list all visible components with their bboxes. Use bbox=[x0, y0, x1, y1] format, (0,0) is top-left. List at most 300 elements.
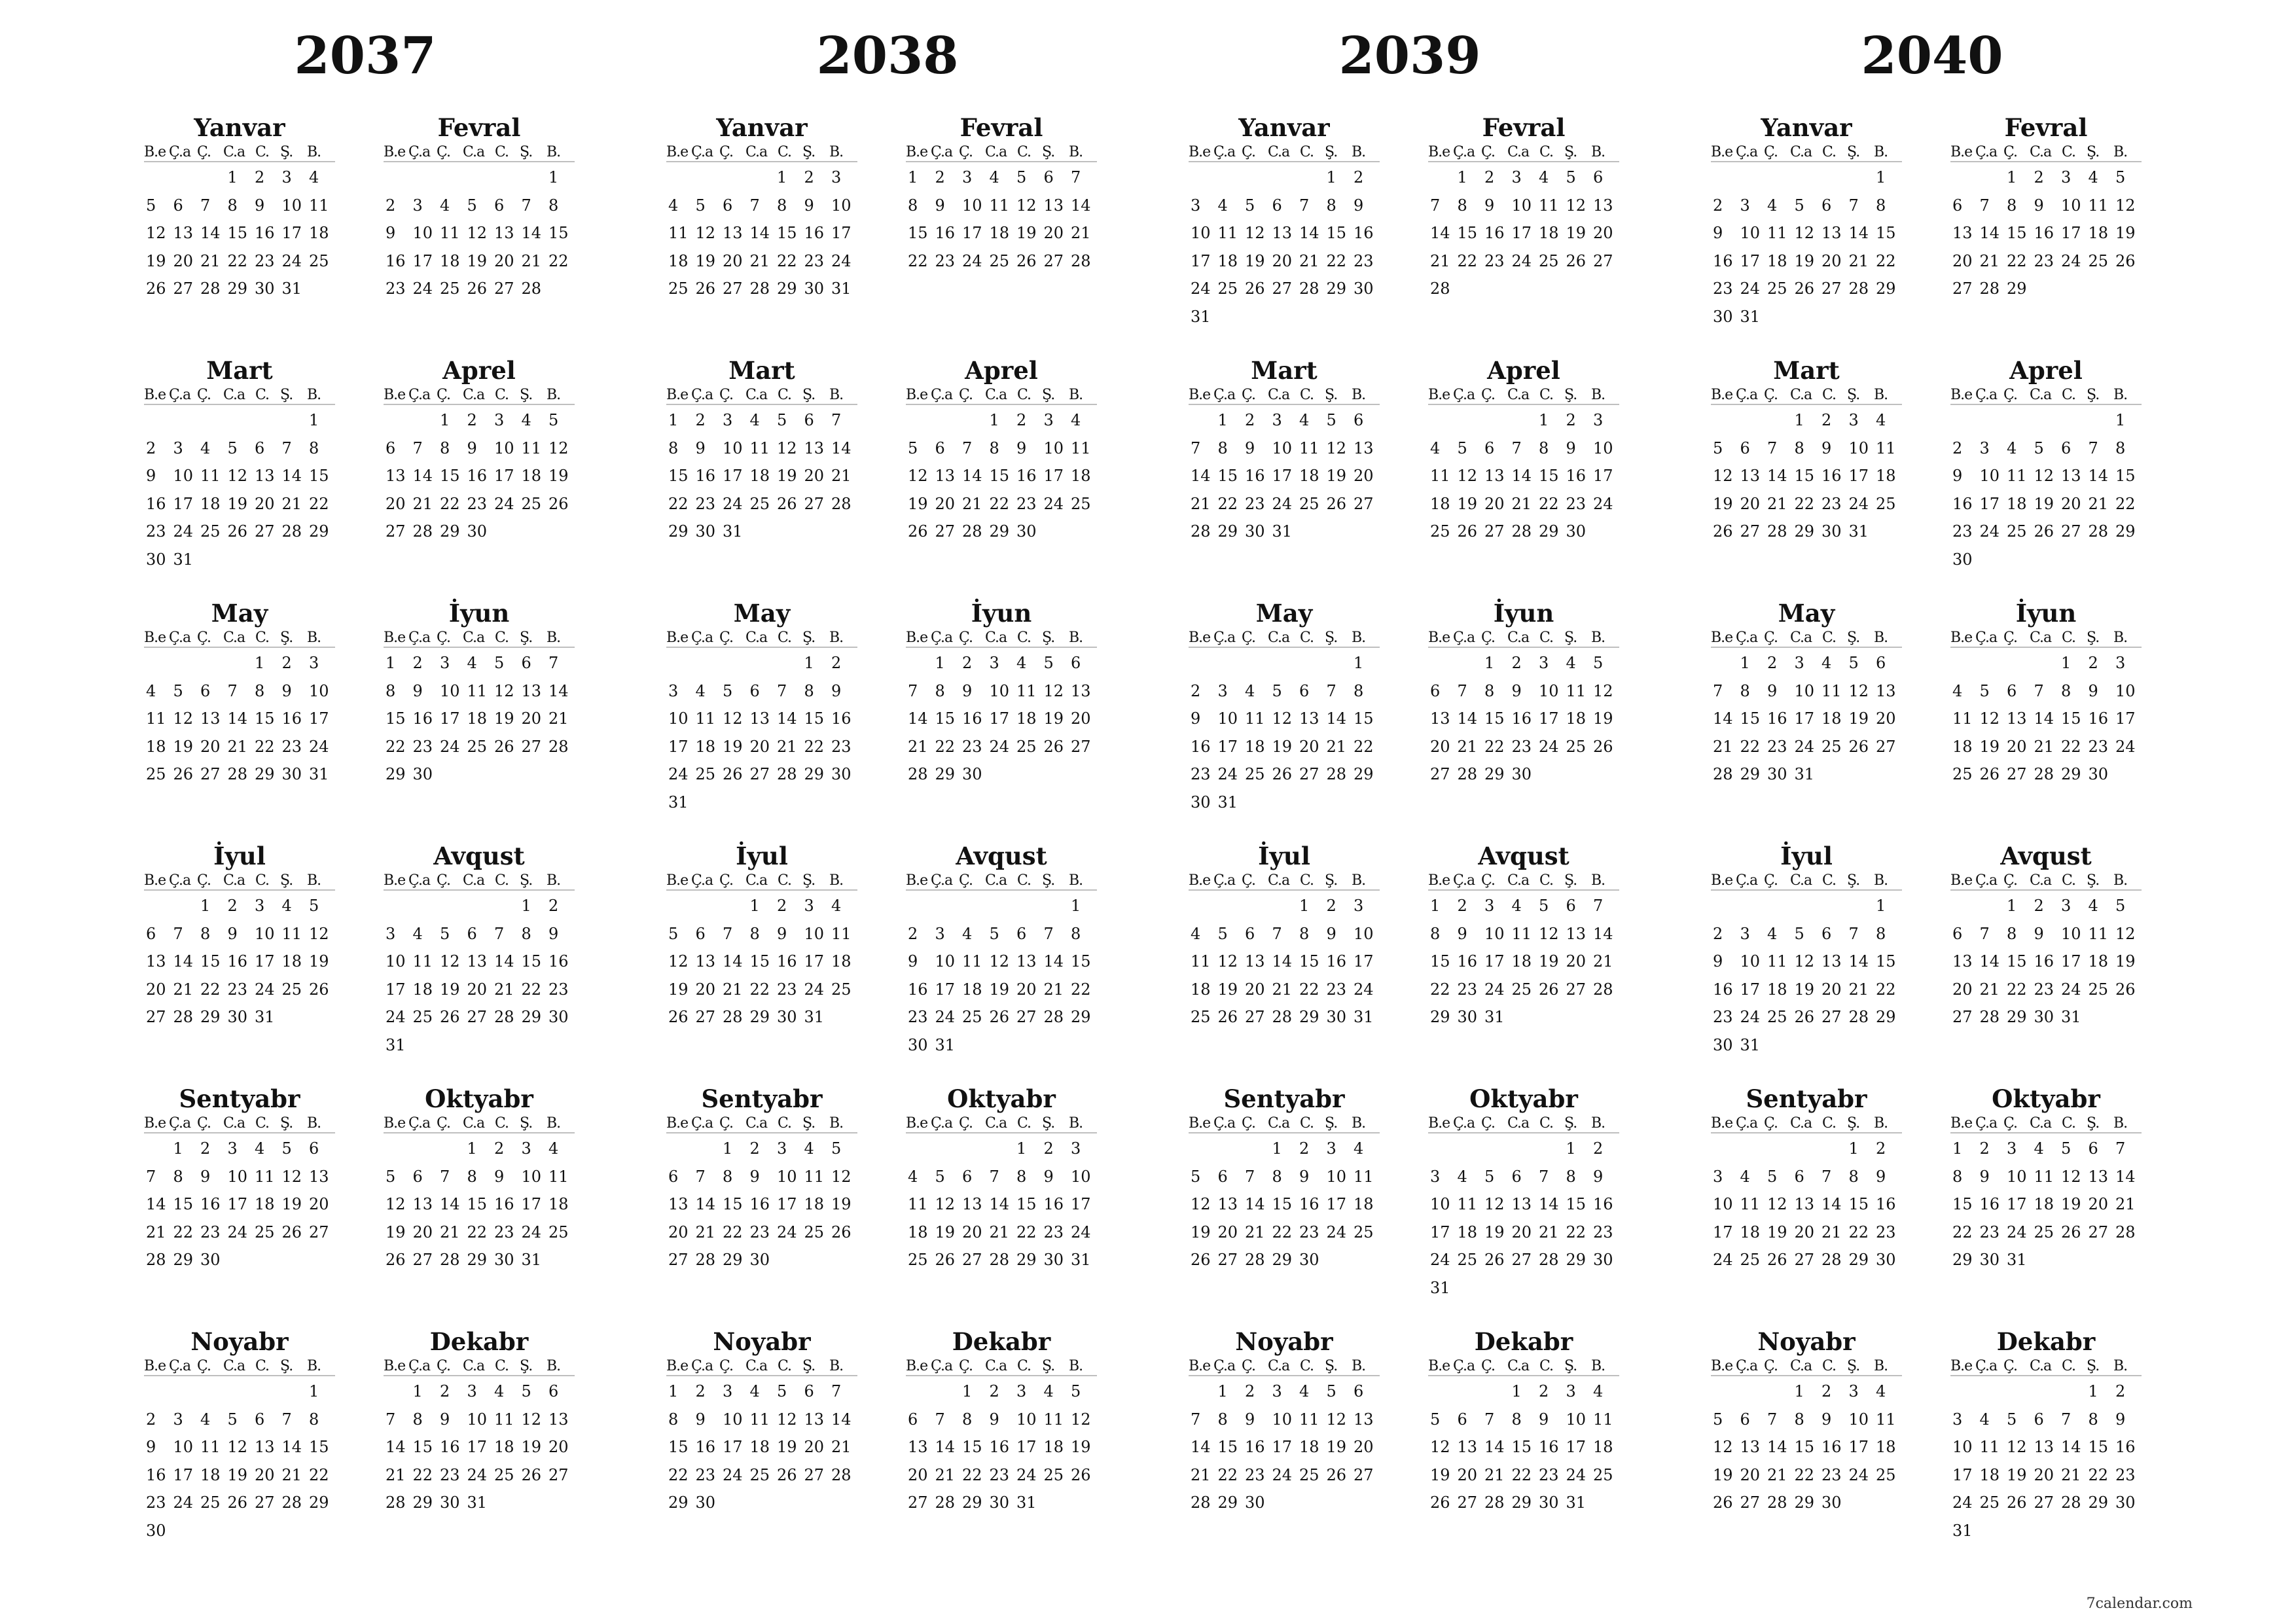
weekday-label: B. bbox=[1591, 872, 1605, 889]
day-cell: 19 bbox=[1979, 737, 2000, 756]
day-cell: 28 bbox=[723, 1008, 743, 1026]
day-cell: 23 bbox=[1326, 980, 1347, 999]
day-cell: 3 bbox=[777, 1139, 787, 1158]
month-title: Mart bbox=[1773, 356, 1840, 385]
header-divider bbox=[1428, 1132, 1619, 1133]
day-cell: 7 bbox=[281, 1410, 292, 1429]
weekday-label: Ç.a bbox=[931, 630, 953, 646]
day-cell: 17 bbox=[1217, 737, 1238, 756]
day-cell: 25 bbox=[1952, 765, 1973, 783]
weekday-label: B.e bbox=[1428, 1358, 1450, 1374]
day-cell: 26 bbox=[1217, 1008, 1238, 1026]
weekday-label: C. bbox=[1539, 144, 1554, 160]
day-cell: 29 bbox=[1794, 1493, 1815, 1512]
day-cell: 19 bbox=[723, 737, 743, 756]
weekday-label: C. bbox=[1539, 1115, 1554, 1132]
day-cell: 11 bbox=[1593, 1410, 1613, 1429]
day-cell: 10 bbox=[1713, 1195, 1733, 1213]
day-cell: 5 bbox=[281, 1139, 292, 1158]
day-cell: 26 bbox=[494, 737, 514, 756]
weekday-label: B. bbox=[307, 872, 321, 889]
day-cell: 19 bbox=[1539, 952, 1559, 971]
day-cell: 6 bbox=[749, 681, 760, 700]
day-cell: 3 bbox=[494, 411, 505, 429]
day-cell: 13 bbox=[1217, 1195, 1238, 1213]
weekday-header bbox=[1711, 1357, 1902, 1376]
day-cell: 20 bbox=[2007, 737, 2027, 756]
day-cell: 27 bbox=[255, 1493, 275, 1512]
day-cell: 12 bbox=[1848, 681, 1869, 700]
day-cell: 22 bbox=[723, 1222, 743, 1241]
header-divider bbox=[1711, 1375, 1902, 1376]
month-i̇yun bbox=[1950, 598, 2142, 834]
weekday-label: B. bbox=[1874, 872, 1888, 889]
day-cell: 5 bbox=[1272, 681, 1282, 700]
weekday-label: Ç.a bbox=[1975, 1358, 1998, 1374]
month-title: Avqust bbox=[956, 842, 1047, 870]
header-divider bbox=[384, 404, 575, 405]
weekday-label: C.a bbox=[1790, 872, 1812, 889]
day-cell: 16 bbox=[412, 709, 433, 728]
day-cell: 9 bbox=[2115, 1410, 2126, 1429]
weekday-header bbox=[1428, 871, 1619, 891]
day-cell: 27 bbox=[1217, 1251, 1238, 1269]
month-title: İyul bbox=[1258, 842, 1310, 870]
day-cell: 1 bbox=[989, 411, 999, 429]
day-cell: 9 bbox=[2034, 196, 2044, 215]
weekday-label: Ç.a bbox=[1975, 144, 1998, 160]
day-cell: 24 bbox=[1848, 494, 1869, 513]
day-cell: 4 bbox=[1299, 1382, 1310, 1400]
day-cell: 29 bbox=[1511, 1493, 1532, 1512]
day-cell: 18 bbox=[200, 494, 221, 513]
day-cell: 24 bbox=[2007, 1222, 2027, 1241]
weekday-label: B.e bbox=[666, 387, 689, 403]
weekday-label: Ç. bbox=[1481, 387, 1496, 403]
year-title: 2039 bbox=[1338, 26, 1481, 86]
header-divider bbox=[906, 889, 1097, 891]
day-cell: 15 bbox=[2061, 709, 2081, 728]
day-cell: 1 bbox=[1566, 1139, 1576, 1158]
day-cell: 28 bbox=[1767, 522, 1787, 541]
day-cell: 2 bbox=[440, 1382, 450, 1400]
day-cell: 29 bbox=[2007, 1008, 2027, 1026]
month-title: Noyabr bbox=[1757, 1327, 1856, 1356]
day-cell: 29 bbox=[935, 765, 956, 783]
day-cell: 11 bbox=[1245, 709, 1265, 728]
weekday-label: B.e bbox=[1189, 1358, 1211, 1374]
day-cell: 6 bbox=[1876, 654, 1886, 672]
day-cell: 20 bbox=[1593, 224, 1613, 242]
day-cell: 4 bbox=[1767, 924, 1778, 943]
day-cell: 29 bbox=[412, 1493, 433, 1512]
weekday-label: B.e bbox=[666, 1358, 689, 1374]
day-cell: 13 bbox=[1071, 681, 1091, 700]
day-cell: 24 bbox=[723, 494, 743, 513]
day-cell: 25 bbox=[1245, 765, 1265, 783]
day-cell: 4 bbox=[1566, 654, 1576, 672]
day-cell: 22 bbox=[935, 737, 956, 756]
day-cell: 2 bbox=[1713, 924, 1723, 943]
day-cell: 29 bbox=[1539, 522, 1559, 541]
day-cell: 27 bbox=[2088, 1222, 2109, 1241]
day-cell: 13 bbox=[1876, 681, 1896, 700]
weekday-header bbox=[1950, 628, 2142, 648]
day-cell: 30 bbox=[1354, 279, 1374, 298]
day-cell: 29 bbox=[1566, 1251, 1587, 1269]
day-cell: 18 bbox=[1217, 251, 1238, 270]
day-cell: 18 bbox=[1071, 467, 1091, 485]
day-cell: 2 bbox=[695, 411, 706, 429]
day-cell: 1 bbox=[309, 1382, 319, 1400]
day-cell: 13 bbox=[1740, 467, 1761, 485]
day-cell: 26 bbox=[989, 1008, 1010, 1026]
day-cell: 5 bbox=[2034, 438, 2044, 457]
day-cell: 5 bbox=[227, 438, 238, 457]
day-cell: 16 bbox=[777, 952, 797, 971]
day-cell: 5 bbox=[1016, 168, 1027, 187]
day-cell: 15 bbox=[1566, 1195, 1587, 1213]
day-cell: 30 bbox=[1821, 1493, 1842, 1512]
day-cell: 15 bbox=[935, 709, 956, 728]
day-cell: 26 bbox=[1326, 1465, 1347, 1484]
day-cell: 14 bbox=[281, 467, 302, 485]
day-cell: 16 bbox=[1952, 494, 1973, 513]
day-cell: 29 bbox=[467, 1251, 488, 1269]
day-cell: 11 bbox=[1191, 952, 1211, 971]
month-title: Sentyabr bbox=[1223, 1084, 1345, 1113]
day-cell: 7 bbox=[1767, 1410, 1778, 1429]
weekday-label: Ş. bbox=[1564, 1115, 1577, 1132]
weekday-label: B.e bbox=[1950, 630, 1973, 646]
day-cell: 4 bbox=[1191, 924, 1201, 943]
day-cell: 14 bbox=[1484, 1438, 1505, 1456]
day-cell: 25 bbox=[2007, 522, 2027, 541]
day-cell: 14 bbox=[173, 952, 194, 971]
day-cell: 25 bbox=[1767, 279, 1787, 298]
day-cell: 26 bbox=[1794, 1008, 1815, 1026]
weekday-header bbox=[1711, 1114, 1902, 1133]
day-cell: 19 bbox=[1245, 251, 1265, 270]
day-cell: 19 bbox=[777, 467, 797, 485]
day-cell: 6 bbox=[1566, 897, 1576, 915]
month-noyabr bbox=[1189, 1327, 1380, 1562]
day-cell: 17 bbox=[723, 467, 743, 485]
day-cell: 4 bbox=[494, 1382, 505, 1400]
day-cell: 11 bbox=[989, 196, 1010, 215]
day-cell: 11 bbox=[281, 924, 302, 943]
day-cell: 24 bbox=[989, 737, 1010, 756]
day-cell: 9 bbox=[281, 681, 292, 700]
weekday-label: Ç.a bbox=[1213, 144, 1236, 160]
day-cell: 29 bbox=[1952, 1251, 1973, 1269]
day-cell: 2 bbox=[2034, 168, 2044, 187]
day-cell: 30 bbox=[1245, 1493, 1265, 1512]
weekday-label: B.e bbox=[1711, 387, 1733, 403]
day-cell: 30 bbox=[777, 1008, 797, 1026]
day-cell: 22 bbox=[548, 251, 569, 270]
day-cell: 2 bbox=[1354, 168, 1364, 187]
day-cell: 17 bbox=[386, 980, 406, 999]
day-cell: 1 bbox=[412, 1382, 423, 1400]
day-cell: 17 bbox=[1848, 1438, 1869, 1456]
day-cell: 10 bbox=[777, 1167, 797, 1186]
day-cell: 9 bbox=[1326, 924, 1336, 943]
day-cell: 3 bbox=[467, 1382, 477, 1400]
day-cell: 19 bbox=[1848, 709, 1869, 728]
day-cell: 22 bbox=[1326, 251, 1347, 270]
weekday-label: Ç. bbox=[197, 387, 211, 403]
weekday-label: B. bbox=[1069, 630, 1083, 646]
day-cell: 28 bbox=[2115, 1222, 2136, 1241]
header-divider bbox=[1711, 889, 1902, 891]
day-cell: 5 bbox=[548, 411, 559, 429]
day-cell: 13 bbox=[668, 1195, 689, 1213]
day-cell: 4 bbox=[1952, 681, 1963, 700]
day-cell: 17 bbox=[1071, 1195, 1091, 1213]
day-cell: 2 bbox=[1821, 1382, 1832, 1400]
day-cell: 4 bbox=[2088, 897, 2098, 915]
day-cell: 20 bbox=[1740, 494, 1761, 513]
weekday-label: Ş. bbox=[1325, 144, 1338, 160]
day-cell: 12 bbox=[2115, 924, 2136, 943]
day-cell: 8 bbox=[2061, 681, 2072, 700]
weekday-label: Ç. bbox=[2003, 144, 2018, 160]
header-divider bbox=[1189, 889, 1380, 891]
weekday-label: C.a bbox=[463, 387, 485, 403]
day-cell: 3 bbox=[1740, 924, 1750, 943]
header-divider bbox=[906, 161, 1097, 162]
day-cell: 30 bbox=[412, 765, 433, 783]
year-2037 bbox=[110, 0, 620, 1623]
weekday-label: B. bbox=[829, 1358, 844, 1374]
day-cell: 11 bbox=[962, 952, 982, 971]
day-cell: 23 bbox=[1484, 251, 1505, 270]
day-cell: 4 bbox=[200, 1410, 211, 1429]
day-cell: 23 bbox=[1043, 1222, 1064, 1241]
day-cell: 13 bbox=[309, 1167, 329, 1186]
day-cell: 4 bbox=[908, 1167, 918, 1186]
weekday-label: Ç.a bbox=[931, 144, 953, 160]
day-cell: 22 bbox=[309, 1465, 329, 1484]
header-divider bbox=[1189, 647, 1380, 648]
day-cell: 26 bbox=[1566, 251, 1587, 270]
weekday-label: Ş. bbox=[520, 387, 533, 403]
day-cell: 30 bbox=[1713, 1035, 1733, 1054]
day-cell: 19 bbox=[467, 251, 488, 270]
day-cell: 24 bbox=[668, 765, 689, 783]
day-cell: 27 bbox=[1593, 251, 1613, 270]
weekday-label: Ç. bbox=[197, 1115, 211, 1132]
weekday-label: Ç.a bbox=[931, 1358, 953, 1374]
day-cell: 3 bbox=[989, 654, 999, 672]
day-cell: 1 bbox=[723, 1139, 733, 1158]
day-cell: 3 bbox=[668, 681, 679, 700]
weekday-label: Ş. bbox=[2087, 1358, 2100, 1374]
day-cell: 9 bbox=[1457, 924, 1467, 943]
day-cell: 1 bbox=[2007, 897, 2017, 915]
weekday-label: Ç. bbox=[959, 144, 973, 160]
day-cell: 17 bbox=[989, 709, 1010, 728]
day-cell: 21 bbox=[1979, 251, 2000, 270]
day-cell: 9 bbox=[804, 196, 814, 215]
weekday-label: C. bbox=[1017, 144, 1031, 160]
day-cell: 3 bbox=[173, 1410, 183, 1429]
day-cell: 27 bbox=[695, 1008, 716, 1026]
weekday-label: Ç.a bbox=[691, 1115, 713, 1132]
weekday-label: Ç. bbox=[197, 144, 211, 160]
weekday-label: C. bbox=[1822, 387, 1837, 403]
day-cell: 25 bbox=[804, 1222, 825, 1241]
day-cell: 16 bbox=[749, 1195, 770, 1213]
month-fevral bbox=[906, 113, 1097, 348]
day-cell: 1 bbox=[440, 411, 450, 429]
day-cell: 30 bbox=[1876, 1251, 1896, 1269]
weekday-label: C. bbox=[1300, 387, 1314, 403]
day-cell: 22 bbox=[1354, 737, 1374, 756]
month-may bbox=[666, 598, 857, 834]
weekday-label: Ş. bbox=[520, 1358, 533, 1374]
weekday-label: C.a bbox=[2030, 144, 2052, 160]
day-cell: 25 bbox=[908, 1251, 928, 1269]
weekday-label: C.a bbox=[2030, 872, 2052, 889]
day-cell: 7 bbox=[1272, 924, 1282, 943]
day-cell: 15 bbox=[1740, 709, 1761, 728]
day-cell: 23 bbox=[1354, 251, 1374, 270]
day-cell: 16 bbox=[1511, 709, 1532, 728]
day-cell: 17 bbox=[1713, 1222, 1733, 1241]
day-cell: 13 bbox=[412, 1195, 433, 1213]
day-cell: 7 bbox=[2061, 1410, 2072, 1429]
month-title: Yanvar bbox=[1761, 113, 1852, 142]
day-cell: 30 bbox=[908, 1035, 928, 1054]
weekday-label: C.a bbox=[1507, 1358, 1530, 1374]
header-divider bbox=[666, 889, 857, 891]
day-cell: 11 bbox=[1979, 1438, 2000, 1456]
day-cell: 1 bbox=[1457, 168, 1467, 187]
day-cell: 22 bbox=[1539, 494, 1559, 513]
day-cell: 31 bbox=[173, 550, 194, 569]
day-cell: 11 bbox=[1511, 924, 1532, 943]
day-cell: 13 bbox=[1016, 952, 1037, 971]
weekday-label: C. bbox=[1539, 1358, 1554, 1374]
day-cell: 12 bbox=[989, 952, 1010, 971]
day-cell: 19 bbox=[777, 1438, 797, 1456]
day-cell: 25 bbox=[309, 251, 329, 270]
day-cell: 14 bbox=[521, 224, 542, 242]
weekday-label: C. bbox=[778, 144, 792, 160]
month-title: Aprel bbox=[2009, 356, 2083, 385]
day-cell: 13 bbox=[1566, 924, 1587, 943]
day-cell: 14 bbox=[723, 952, 743, 971]
month-title: Avqust bbox=[433, 842, 525, 870]
day-cell: 11 bbox=[440, 224, 460, 242]
day-cell: 12 bbox=[668, 952, 689, 971]
day-cell: 18 bbox=[695, 737, 716, 756]
day-cell: 29 bbox=[255, 765, 275, 783]
day-cell: 30 bbox=[1016, 522, 1037, 541]
day-cell: 3 bbox=[2007, 1139, 2017, 1158]
weekday-label: B. bbox=[1069, 1358, 1083, 1374]
header-divider bbox=[1189, 1375, 1380, 1376]
day-cell: 3 bbox=[1566, 1382, 1576, 1400]
weekday-header bbox=[906, 1114, 1097, 1133]
weekday-label: B.e bbox=[1428, 144, 1450, 160]
day-cell: 23 bbox=[935, 251, 956, 270]
day-cell: 14 bbox=[1979, 224, 2000, 242]
month-title: İyun bbox=[1493, 599, 1554, 628]
day-cell: 31 bbox=[1071, 1251, 1091, 1269]
month-dekabr bbox=[384, 1327, 575, 1562]
day-cell: 10 bbox=[1952, 1438, 1973, 1456]
weekday-header bbox=[1428, 1114, 1619, 1133]
day-cell: 14 bbox=[2034, 709, 2054, 728]
day-cell: 5 bbox=[831, 1139, 842, 1158]
weekday-header bbox=[1189, 385, 1380, 405]
day-cell: 13 bbox=[935, 467, 956, 485]
day-cell: 16 bbox=[1043, 1195, 1064, 1213]
day-cell: 21 bbox=[1430, 251, 1450, 270]
month-fevral bbox=[384, 113, 575, 348]
weekday-label: Ç. bbox=[437, 1358, 451, 1374]
month-title: İyun bbox=[2015, 599, 2077, 628]
day-cell: 21 bbox=[1043, 980, 1064, 999]
weekday-header bbox=[384, 1357, 575, 1376]
day-cell: 5 bbox=[1848, 654, 1859, 672]
day-cell: 18 bbox=[281, 952, 302, 971]
day-cell: 16 bbox=[962, 709, 982, 728]
header-divider bbox=[1711, 161, 1902, 162]
day-cell: 16 bbox=[1767, 709, 1787, 728]
day-cell: 2 bbox=[2034, 897, 2044, 915]
weekday-header bbox=[1711, 385, 1902, 405]
day-cell: 22 bbox=[255, 737, 275, 756]
day-cell: 6 bbox=[2034, 1410, 2044, 1429]
day-cell: 27 bbox=[1740, 1493, 1761, 1512]
day-cell: 2 bbox=[412, 654, 423, 672]
day-cell: 16 bbox=[1566, 467, 1587, 485]
day-cell: 15 bbox=[804, 709, 825, 728]
day-cell: 2 bbox=[1016, 411, 1027, 429]
day-cell: 3 bbox=[1272, 411, 1282, 429]
day-cell: 29 bbox=[723, 1251, 743, 1269]
weekday-label: B.e bbox=[666, 1115, 689, 1132]
weekday-header bbox=[1711, 871, 1902, 891]
day-cell: 17 bbox=[521, 1195, 542, 1213]
day-cell: 16 bbox=[1191, 737, 1211, 756]
day-cell: 20 bbox=[1071, 709, 1091, 728]
day-cell: 8 bbox=[200, 924, 211, 943]
day-cell: 19 bbox=[1016, 224, 1037, 242]
day-cell: 27 bbox=[723, 279, 743, 298]
day-cell: 13 bbox=[1952, 224, 1973, 242]
day-cell: 8 bbox=[2115, 438, 2126, 457]
day-cell: 26 bbox=[1713, 1493, 1733, 1512]
day-cell: 9 bbox=[1979, 1167, 1990, 1186]
day-cell: 28 bbox=[1430, 279, 1450, 298]
weekday-label: Ç.a bbox=[1975, 630, 1998, 646]
weekday-label: B.e bbox=[1428, 872, 1450, 889]
day-cell: 9 bbox=[1484, 196, 1495, 215]
header-divider bbox=[1950, 161, 2142, 162]
weekday-label: C. bbox=[1300, 630, 1314, 646]
weekday-label: C. bbox=[1017, 387, 1031, 403]
weekday-label: Ç. bbox=[197, 630, 211, 646]
weekday-label: C.a bbox=[463, 1115, 485, 1132]
day-cell: 9 bbox=[548, 924, 559, 943]
weekday-label: B.e bbox=[1711, 630, 1733, 646]
day-cell: 7 bbox=[2088, 438, 2098, 457]
